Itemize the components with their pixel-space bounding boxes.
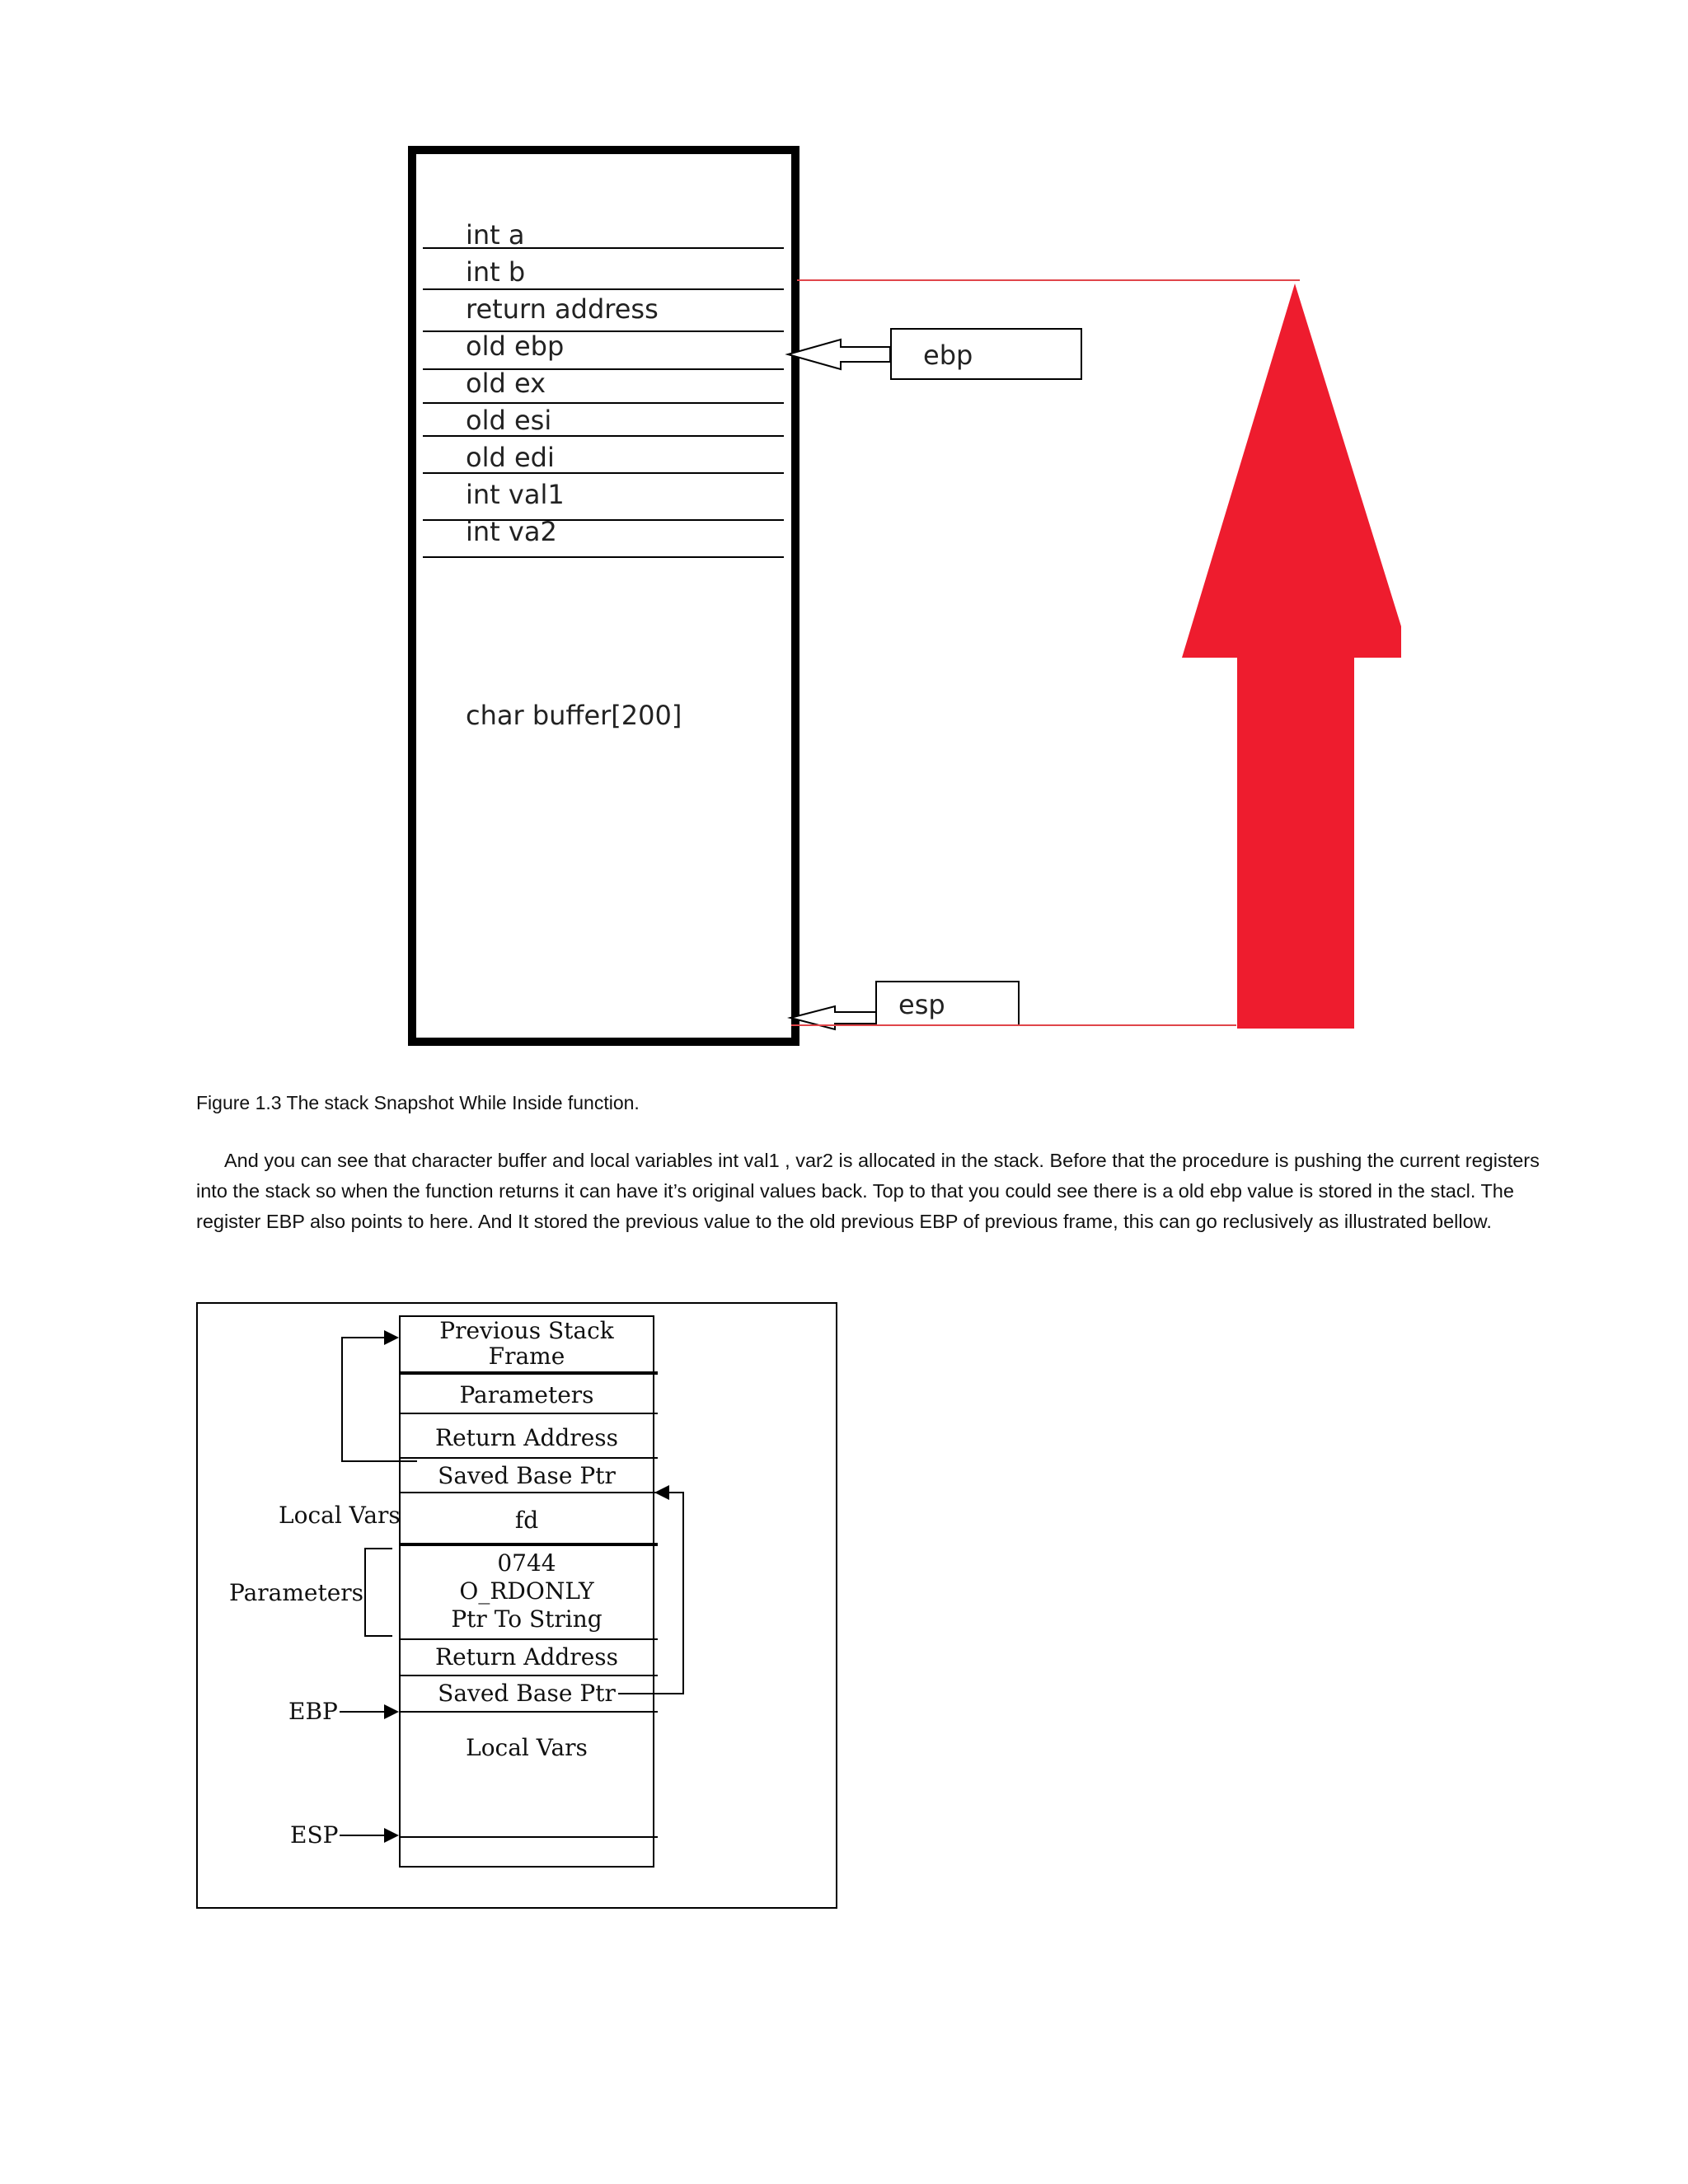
stack-divider xyxy=(399,1413,658,1414)
stack-divider xyxy=(399,1543,658,1546)
stack-divider xyxy=(423,556,784,558)
stack-cell-label: old edi xyxy=(466,442,555,473)
saved-base-ptr-cell: Saved Base Ptr xyxy=(438,1462,616,1489)
previous-stack-frame-line2: Frame xyxy=(488,1343,565,1370)
stack-divider xyxy=(399,1492,658,1493)
frame-link-wire xyxy=(341,1337,387,1338)
stack-divider xyxy=(399,1675,658,1676)
parameters-cell: Parameters xyxy=(459,1381,594,1408)
stack-divider xyxy=(423,288,784,290)
param-o-rdonly: O_RDONLY xyxy=(459,1577,594,1605)
ebp-side-label: EBP xyxy=(288,1698,338,1725)
frame-link-wire xyxy=(682,1492,684,1694)
stack-divider xyxy=(423,247,784,249)
parameters-bracket xyxy=(364,1548,392,1549)
esp-side-label: ESP xyxy=(290,1821,339,1849)
stack-frame-box xyxy=(408,146,799,1046)
saved-base-ptr-cell: Saved Base Ptr xyxy=(438,1680,616,1707)
parameters-bracket xyxy=(364,1548,366,1637)
stack-column xyxy=(399,1315,654,1868)
stack-cell-label: old ebp xyxy=(466,330,565,362)
arrow-right-icon xyxy=(384,1704,401,1719)
stack-snapshot-figure xyxy=(0,0,1688,1055)
local-vars-side-label: Local Vars xyxy=(279,1502,401,1529)
stack-divider xyxy=(399,1836,658,1838)
stack-cell-label: old ex xyxy=(466,368,546,399)
param-0744: 0744 xyxy=(497,1549,556,1577)
stack-cell-label: int b xyxy=(466,256,526,288)
ebp-label: ebp xyxy=(923,340,973,371)
buffer-label: char buffer[200] xyxy=(466,700,682,731)
parameters-bracket xyxy=(364,1635,392,1637)
return-address-cell: Return Address xyxy=(434,1424,619,1451)
stack-frames-diagram xyxy=(196,1302,837,1909)
esp-register-box xyxy=(875,981,1020,1026)
stack-cell-label: int va2 xyxy=(466,516,557,547)
stack-cell-label: old esi xyxy=(466,405,552,436)
stack-divider xyxy=(423,402,784,404)
previous-stack-frame-line1: Previous Stack xyxy=(439,1317,614,1344)
stack-cell-label: return address xyxy=(466,293,659,325)
stack-divider xyxy=(399,1638,658,1640)
parameters-side-label: Parameters xyxy=(229,1579,364,1606)
frame-link-wire xyxy=(341,1460,417,1462)
esp-label: esp xyxy=(898,989,945,1020)
stack-growth-arrow-icon xyxy=(1179,280,1409,1030)
fd-cell: fd xyxy=(514,1507,539,1534)
stack-cell-label: int a xyxy=(466,219,525,251)
esp-pointer-arrow-icon xyxy=(787,1000,886,1033)
ebp-register-box xyxy=(890,328,1082,380)
arrow-left-icon xyxy=(654,1485,671,1500)
stack-divider xyxy=(399,1457,658,1459)
arrow-right-icon xyxy=(384,1828,401,1843)
arrow-right-icon xyxy=(384,1330,401,1345)
frame-link-wire xyxy=(341,1337,343,1462)
stack-divider xyxy=(423,472,784,474)
ebp-pointer-arrow-icon xyxy=(783,330,898,371)
stack-divider xyxy=(423,435,784,437)
stack-divider xyxy=(399,1711,658,1713)
esp-guide-line xyxy=(791,1024,1236,1026)
frame-link-wire xyxy=(618,1693,684,1694)
return-address-cell: Return Address xyxy=(434,1643,619,1671)
figure-caption: Figure 1.3 The stack Snapshot While Inside function. xyxy=(196,1092,640,1113)
esp-pointer-wire xyxy=(340,1835,386,1836)
body-paragraph: And you can see that character buffer and local variables int val1 , var2 is allocated in the stack. Before that the procedure is pushing the current registers into the stack so when the function returns it can have it’s original values back. Top to that you could see there is a old ebp value is stored in the stacl. The register EBP also points to here. And It stored the previous value to the old previous EBP of previous frame, this can go reclusively as illustrated bellow. xyxy=(196,1150,1540,1232)
stack-cell-label: int val1 xyxy=(466,479,565,510)
param-ptr-to-string: Ptr To String xyxy=(451,1605,603,1633)
stack-divider xyxy=(399,1371,658,1375)
ebp-pointer-wire xyxy=(340,1711,386,1713)
local-vars-cell: Local Vars xyxy=(466,1734,588,1761)
